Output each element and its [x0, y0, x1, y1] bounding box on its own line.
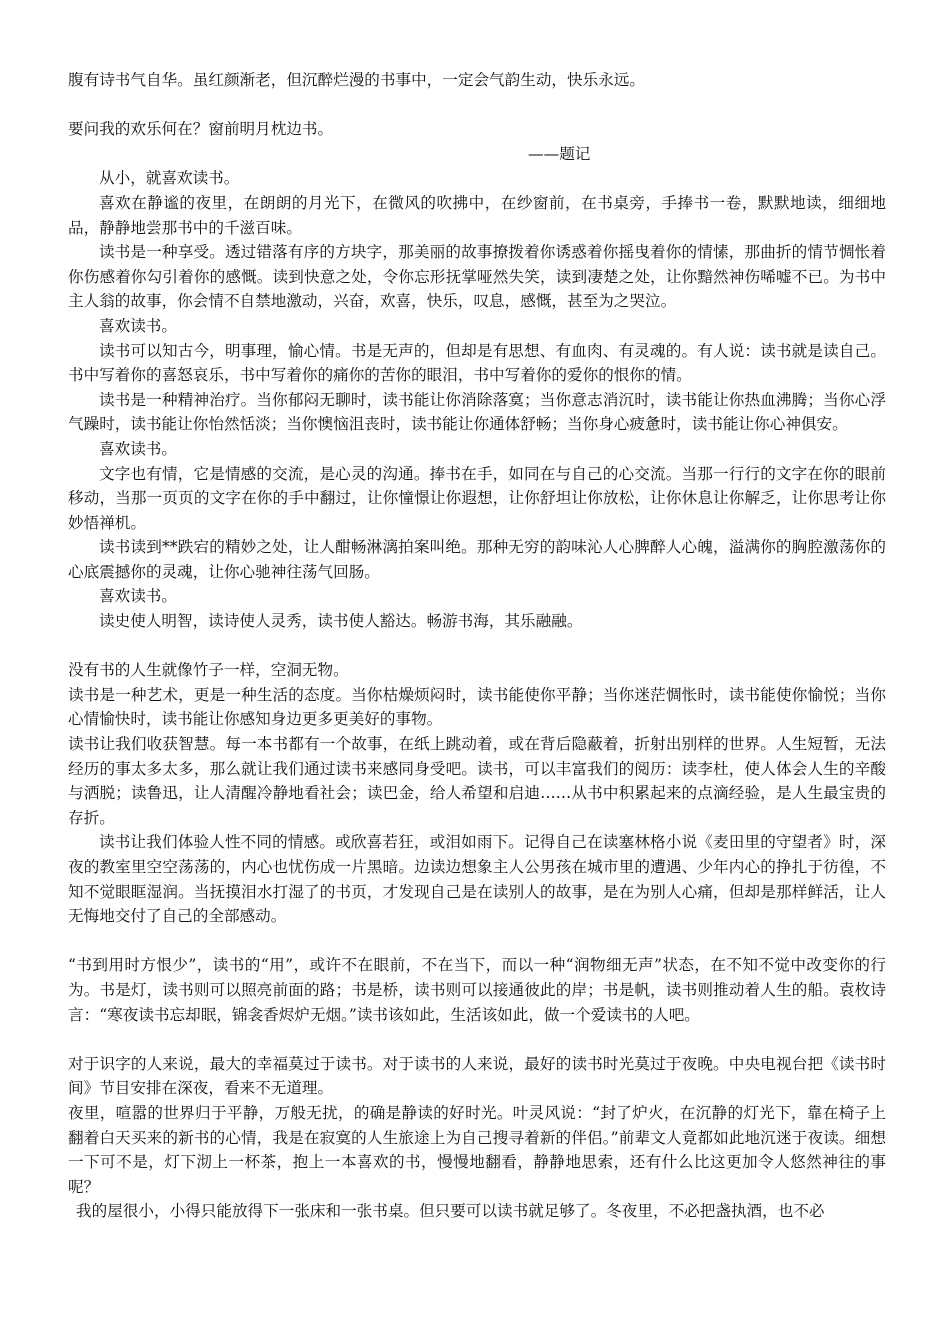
paragraph: 我的屋很小，小得只能放得下一张床和一张书桌。但只要可以读书就足够了。冬夜里，不必把盏执酒，也不必: [76, 1202, 825, 1221]
paragraph: 读书是一种精神治疗。当你郁闷无聊时，读书能让你消除落寞；当你意志消沉时，读书能让你热血沸腾；当你心浮气躁时，读书能让你怡然恬淡；当你懊恼沮丧时，读书能让你通体舒畅；当你身心疲惫时，读书能让你心神俱安。: [68, 390, 886, 434]
paragraph: 夜里，喧嚣的世界归于平静，万般无扰，的确是静读的好时光。叶灵风说：“封了炉火，在沉静的灯光下，靠在椅子上翻着白天买来的新书的心情，我是在寂寞的人生旅途上为自己搜寻着新的伴侣。”前辈文人竟都如此地沉迷于夜读。细想一下可不是，灯下沏上一杯茶，抱上一本喜欢的书，慢慢地翻看，静静地思索，还有什么比这更加令人悠然神往的事呢？: [68, 1103, 886, 1196]
paragraph: 读书读到**跌宕的精妙之处，让人酣畅淋漓拍案叫绝。那种无穷的韵味沁人心脾醉人心魄，溢满你的胸腔激荡你的心底震撼你的灵魂，让你心驰神往荡气回肠。: [68, 538, 886, 581]
paragraph: “书到用时方恨少”，读书的“用”，或许不在眼前，不在当下，而以一种“润物细无声”状态，在不知不觉中改变你的行为。书是灯，读书则可以照亮前面的路；书是桥，读书则可以接通彼此的岸；书是帆，读书则推动着人生的船。袁枚诗言：“寒夜读书忘却眠，锦衾香烬炉无烟。”读书该如此，生活该如此，做一个爱读书的人吧。: [68, 956, 886, 1024]
paragraph: 喜欢读书。: [99, 316, 177, 335]
paragraph: 喜欢读书。: [99, 587, 177, 606]
paragraph: 喜欢在静谧的夜里，在朗朗的月光下，在微风的吹拂中，在纱窗前，在书桌旁，手捧书一卷，默默地读，细细地品，静静地尝那书中的千滋百味。: [68, 193, 886, 237]
paragraph: 对于识字的人来说，最大的幸福莫过于读书。对于读书的人来说，最好的读书时光莫过于夜晚。中央电视台把《读书时间》节目安排在深夜，看来不无道理。: [68, 1054, 886, 1098]
paragraph: 从小，就喜欢读书。: [99, 169, 240, 188]
epigraph: 要问我的欢乐何在？窗前明月枕边书。: [68, 120, 334, 139]
epigraph-signature: ——题记: [528, 144, 591, 163]
paragraph: 读书可以知古今，明事理，愉心情。书是无声的，但却是有思想、有血肉、有灵魂的。有人说：读书就是读自己。书中写着你的喜怒哀乐，书中写着你的痛你的苦你的眼泪，书中写着你的爱你的恨你的情。: [68, 341, 886, 385]
paragraph: 读书让我们收获智慧。每一本书都有一个故事，在纸上跳动着，或在背后隐蔽着，折射出别样的世界。人生短暂，无法经历的事太多太多，那么就让我们通过读书来感同身受吧。读书，可以丰富我们的阅历：读李杜，使人体会人生的辛酸与洒脱；读鲁迅，让人清醒冷静地看社会；读巴金，给人希望和启迪……从书中积累起来的点滴经验，是人生最宝贵的存折。: [68, 735, 886, 827]
paragraph: 喜欢读书。: [99, 439, 177, 458]
spacer: [68, 1027, 886, 1052]
spacer: [68, 93, 886, 118]
paragraph: 没有书的人生就像竹子一样，空洞无物。: [68, 661, 349, 680]
paragraph: 文字也有情，它是情感的交流，是心灵的沟通。捧书在手，如同在与自己的心交流。当那一行行的文字在你的眼前移动，当那一页页的文字在你的手中翻过，让你憧憬让你遐想，让你舒坦让你放松，让你休息让你解乏，让你思考让你妙悟禅机。: [68, 464, 886, 532]
paragraph: 读史使人明智，读诗使人灵秀，读书使人豁达。畅游书海，其乐融融。: [99, 612, 583, 631]
spacer: [68, 634, 886, 659]
paragraph: 读书让我们体验人性不同的情感。或欣喜若狂，或泪如雨下。记得自己在读塞林格小说《麦田里的守望者》时，深夜的教室里空空荡荡的，内心也忧伤成一片黑暗。边读边想象主人公男孩在城市里的遭遇、少年内心的挣扎于彷徨，不知不觉眼眶湿润。当抚摸泪水打湿了的书页，才发现自己是在读别人的故事，是在为别人心痛，但却是那样鲜活，让人无悔地交付了自己的全部感动。: [68, 833, 886, 926]
spacer: [68, 929, 886, 954]
paragraph: 读书是一种享受。透过错落有序的方块字，那美丽的故事撩拨着你诱惑着你摇曳着你的情愫，那曲折的情节惆怅着你伤感着你勾引着你的感慨。读到快意之处，令你忘形抚掌哑然失笑，读到凄楚之处，让你黯然神伤唏嘘不已。为书中主人翁的故事，你会情不自禁地激动，兴奋，欢喜，快乐，叹息，感慨，甚至为之哭泣。: [68, 243, 886, 311]
paragraph: 读书是一种艺术，更是一种生活的态度。当你枯燥烦闷时，读书能使你平静；当你迷茫惆怅时，读书能使你愉悦；当你心情愉快时，读书能让你感知身边更多更美好的事物。: [68, 685, 886, 729]
intro-line: 腹有诗书气自华。虽红颜渐老，但沉醉烂漫的书事中，一定会气韵生动，快乐永远。: [68, 71, 645, 89]
